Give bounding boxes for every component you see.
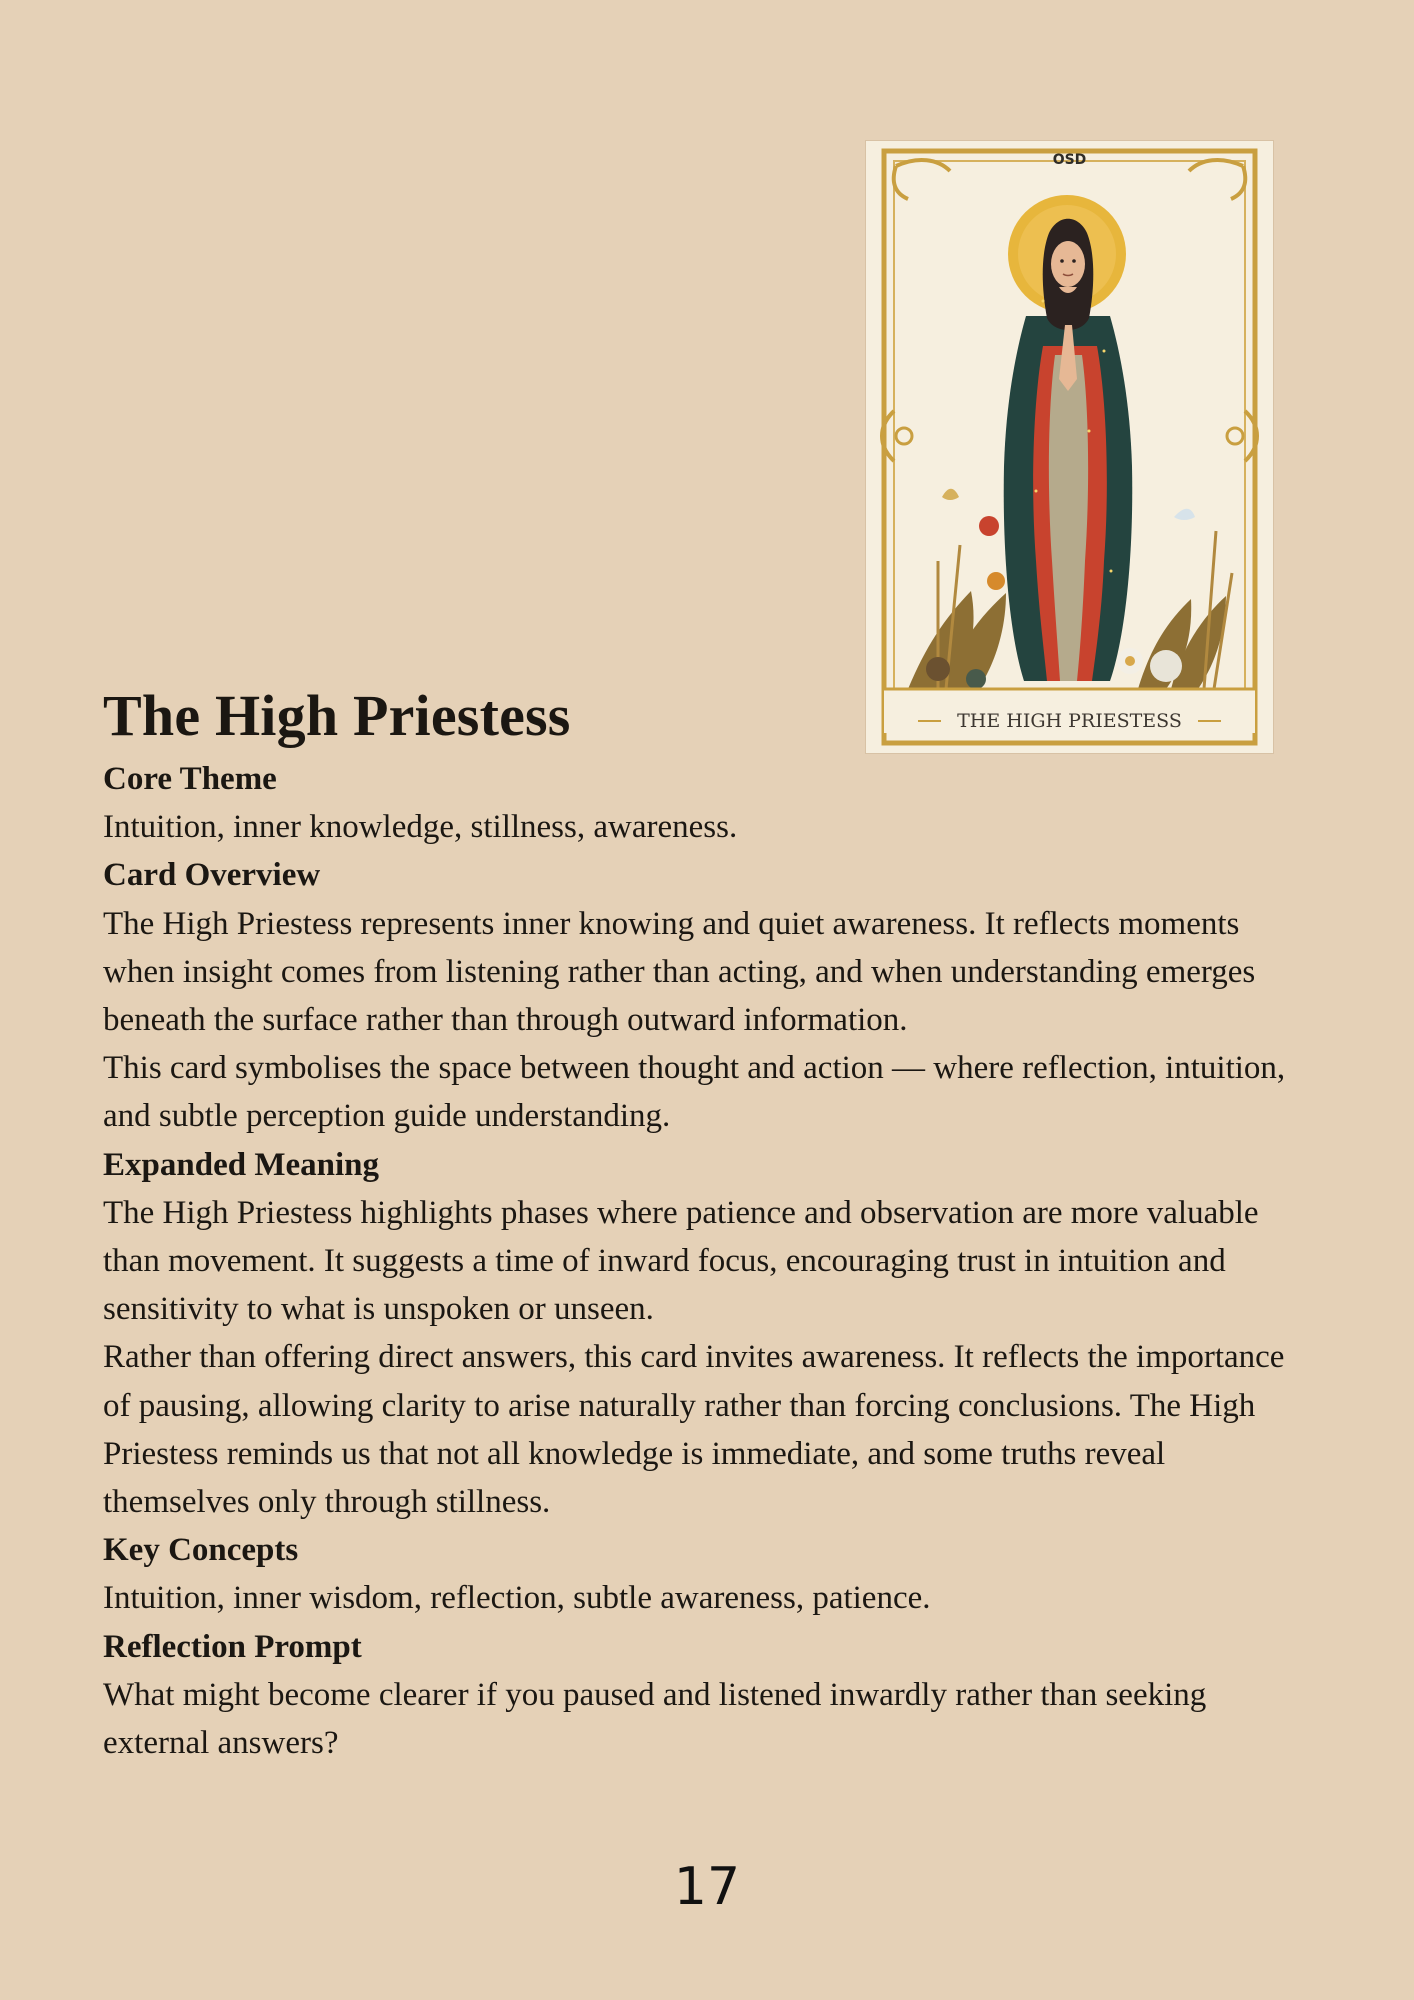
section-paragraph: What might become clearer if you paused and listened inwardly rather than seeking external answers? (103, 1676, 1207, 1762)
section-reflection-prompt (103, 1623, 1303, 1768)
main-content (103, 755, 1303, 1767)
section-paragraph: Rather than offering direct answers, this card invites awareness. It reflects the importance of pausing, allowing clarity to arise naturally rather than forcing conclusions. The High Priestess reminds us that not all knowledge is immediate, and some truths reveal themselves only through stillness. (103, 1339, 1285, 1521)
page-title: The High Priestess (103, 683, 571, 748)
section-key-concepts (103, 1526, 1303, 1622)
section-paragraph: Intuition, inner knowledge, stillness, awareness. (103, 809, 738, 846)
section-heading: Reflection Prompt (103, 1628, 362, 1665)
section-heading: Core Theme (103, 761, 277, 797)
section-paragraph: The High Priestess represents inner knowing and quiet awareness. It reflects moments when insight comes from listening rather than acting, and when understanding emerges beneath the surface rather than through outward information. (103, 905, 1256, 1039)
section-heading: Card Overview (103, 857, 321, 894)
section-paragraph: This card symbolises the space between thought and action — where reflection, intuition, and subtle perception guide understanding. (103, 1050, 1286, 1135)
page-number: 17 (673, 1857, 741, 1917)
section-paragraph: The High Priestess highlights phases where patience and observation are more valuable than movement. It suggests a time of inward focus, encouraging trust in intuition and sensitivity to what is unspoken or unseen. (103, 1194, 1259, 1328)
section-heading: Key Concepts (103, 1532, 299, 1569)
high-priestess-card-illustration (866, 141, 1273, 753)
section-paragraph: Intuition, inner wisdom, reflection, subtle awareness, patience. (103, 1580, 931, 1617)
tarot-card-image (866, 141, 1273, 753)
section-card-overview (103, 851, 1303, 1140)
card-top-label: OSD (1052, 152, 1087, 168)
section-expanded-meaning (103, 1141, 1303, 1527)
card-footer-label: THE HIGH PRIESTESS (957, 710, 1182, 732)
section-heading: Expanded Meaning (103, 1146, 379, 1183)
section-core-theme (103, 755, 1303, 851)
